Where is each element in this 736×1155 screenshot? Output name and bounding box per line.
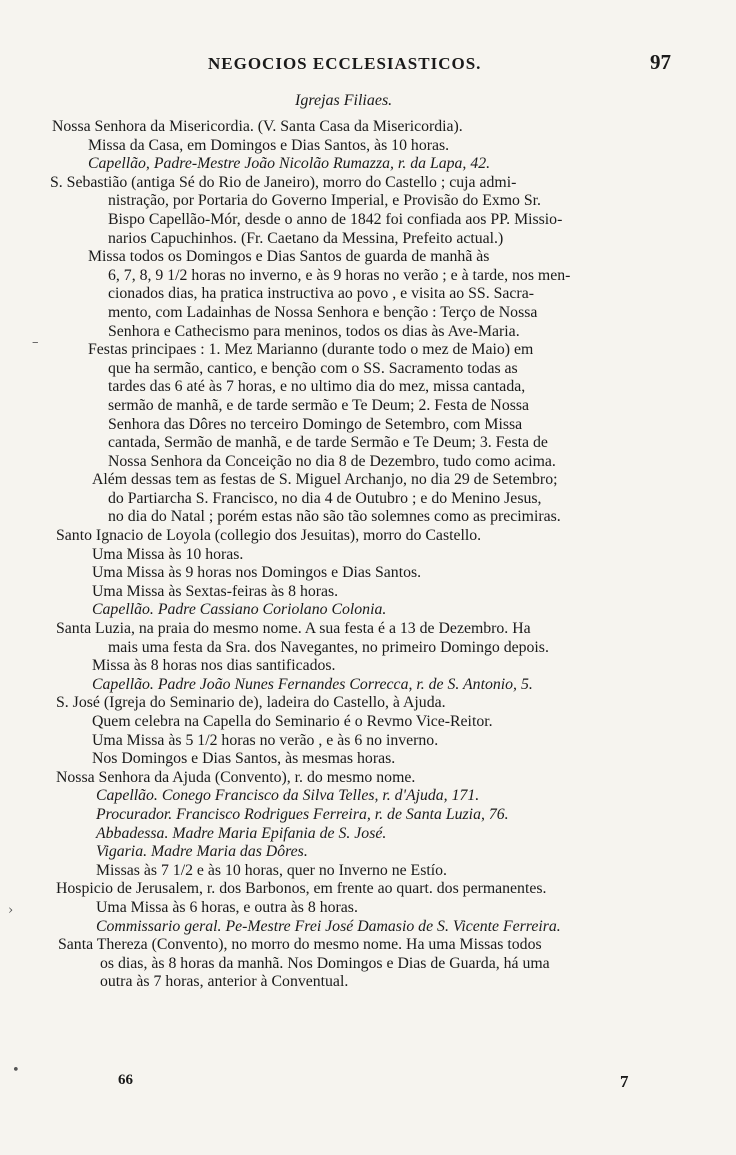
entry-heading: Santa Thereza (Convento), no morro do mesmo nome. Ha uma Missas todos [58,936,542,954]
entry-line: os dias, às 8 horas da manhã. Nos Domingos e Dias de Guarda, há uma [100,954,550,972]
section-title: Igrejas Filiaes. [295,92,393,109]
entry-line: que ha sermão, cantico, e benção com o SS. Sacramento todas as [108,359,518,377]
entry-heading: Nossa Senhora da Ajuda (Convento), r. do mesmo nome. [56,768,416,786]
entry-line: Missas às 7 1/2 e às 10 horas, quer no Inverno ne Estío. [96,861,447,879]
entry-line: Capellão. Conego Francisco da Silva Telles, r. d'Ajuda, 171. [96,787,480,805]
entry-line: Missa às 8 horas nos dias santificados. [92,657,336,675]
entry-line: Capellão. Padre Cassiano Coriolano Colonia. [92,601,387,619]
entry-line: Capellão. Padre João Nunes Fernandes Correcca, r. de S. Antonio, 5. [92,675,533,693]
entry-line: Senhora das Dôres no terceiro Domingo de Setembro, com Missa [108,415,523,433]
margin-dot-mark: • [12,1063,20,1078]
entry-line: Procurador. Francisco Rodrigues Ferreira, r. de Santa Luzia, 76. [96,805,509,823]
entry-line: Nos Domingos e Dias Santos, às mesmas horas. [92,750,396,768]
entry-line: Senhora e Cathecismo para meninos, todos os dias às Ave-Maria. [108,322,520,340]
entry-line: Vigaria. Madre Maria das Dôres. [96,843,308,861]
entry-line: Além dessas tem as festas de S. Miguel Archanjo, no dia 29 de Setembro; [92,471,558,489]
entry-line: Uma Missa às Sextas-feiras às 8 horas. [92,582,339,600]
page-footer [0,1072,736,1096]
entry-line: tardes das 6 até às 7 horas, e no ultimo dia do mez, missa cantada, [108,378,526,396]
entry-line: Uma Missa às 9 horas nos Domingos e Dias Santos. [92,564,422,582]
entry-line: mento, com Ladainhas de Nossa Senhora e benção : Terço de Nossa [108,303,538,321]
entry-line: Abbadessa. Madre Maria Epifania de S. José. [96,824,387,842]
entry-heading: Santo Ignacio de Loyola (collegio dos Jesuitas), morro do Castello. [56,527,482,545]
page-number: 97 [650,50,671,74]
entry-line: Bispo Capellão-Mór, desde o anno de 1842 foi confiada aos PP. Missio- [108,210,563,228]
entry-line: Uma Missa às 6 horas, e outra às 8 horas. [96,898,358,916]
entry-line: Quem celebra na Capella do Seminario é o Revmo Vice-Reitor. [92,713,493,730]
entry-line: Festas principaes : 1. Mez Marianno (durante todo o mez de Maio) em [88,341,534,359]
entry-heading: Hospicio de Jerusalem, r. dos Barbonos, em frente ao quart. dos permanentes. [56,880,547,898]
entry-line: nistração, por Portaria do Governo Imperial, e Provisão do Exmo Sr. [108,192,542,210]
margin-dash-mark: – [32,335,39,350]
page-header [0,46,736,86]
entry-line: outra às 7 horas, anterior à Conventual. [100,973,349,991]
entry-line: Nossa Senhora da Conceição no dia 8 de Dezembro, tudo como acima. [108,452,556,470]
entry-line: sermão de manhã, e de tarde sermão e Te Deum; 2. Festa de Nossa [108,396,530,414]
entry-heading: S. José (Igreja do Seminario de), ladeira do Castello, à Ajuda. [56,694,446,712]
entry-line: Commissario geral. Pe-Mestre Frei José Damasio de S. Vicente Ferreira. [96,917,561,935]
entry-line: 6, 7, 8, 9 1/2 horas no inverno, e às 9 horas no verão ; e à tarde, nos men- [108,266,571,284]
entry-line: cionados dias, ha pratica instructiva ao povo , e visita ao SS. Sacra- [108,285,534,303]
entry-heading: S. Sebastião (antiga Sé do Rio de Janeiro), morro do Castello ; cuja admi- [50,173,517,191]
entry-line: mais uma festa da Sra. dos Navegantes, no primeiro Domingo depois. [108,638,549,656]
entry-line: Missa da Casa, em Domingos e Dias Santos, às 10 horas. [88,136,450,154]
entry-line: Missa todos os Domingos e Dias Santos de guarda de manhã às [88,248,490,266]
signature-mark: 66 [118,1072,133,1088]
entry-line: do Partiarcha S. Francisco, no dia 4 de Outubro ; e do Menino Jesus, [108,489,542,507]
running-title: NEGOCIOS ECCLESIASTICOS. [208,54,482,73]
gathering-mark: 7 [620,1072,629,1091]
document-body [0,118,736,992]
entry-line: Capellão, Padre-Mestre João Nicolão Rumazza, r. da Lapa, 42. [88,155,491,173]
entry-line: Uma Missa às 10 horas. [92,545,244,563]
entry-line: Uma Missa às 5 1/2 horas no verão , e às 6 no inverno. [92,731,439,749]
entry-line: cantada, Sermão de manhã, e de tarde Sermão e Te Deum; 3. Festa de [108,434,548,452]
entry-heading: Santa Luzia, na praia do mesmo nome. A sua festa é a 13 de Dezembro. Ha [56,620,531,638]
entry-line: no dia do Natal ; porém estas não são tão solemnes como as precimiras. [108,508,561,526]
entry-heading: Nossa Senhora da Misericordia. (V. Santa Casa da Misericordia). [52,118,463,135]
entry-line: narios Capuchinhos. (Fr. Caetano da Messina, Prefeito actual.) [108,229,504,247]
margin-arrow-mark: › [8,903,14,918]
